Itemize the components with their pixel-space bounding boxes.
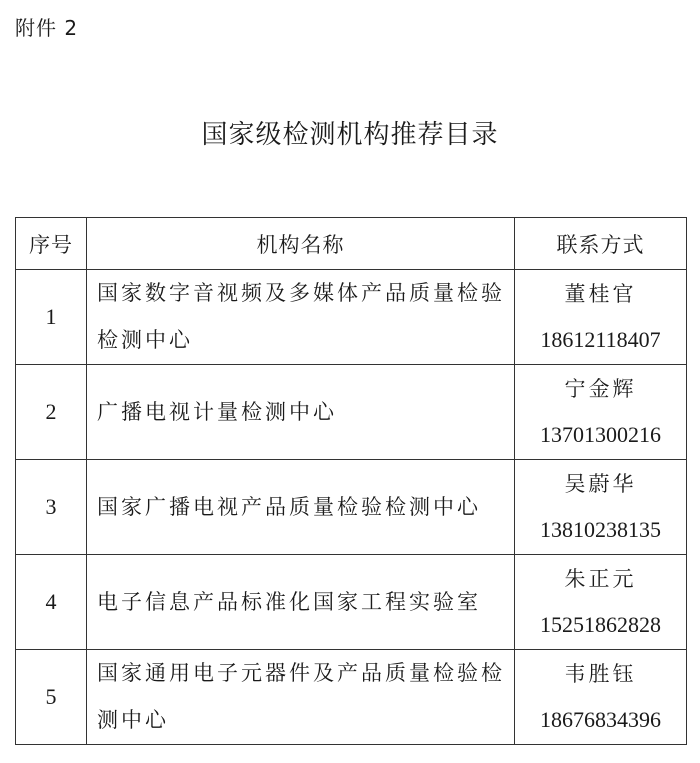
table-row [16, 460, 687, 555]
contact-person: 韦胜钰 [564, 662, 637, 686]
row-institution-name: 国家数字音视频及多媒体产品质量检验检测中心 [87, 270, 515, 365]
row-institution-name: 国家通用电子元器件及产品质量检验检测中心 [87, 650, 515, 745]
contact-phone: 13701300216 [540, 422, 661, 447]
row-seq: 4 [16, 555, 87, 650]
row-institution-name: 国家广播电视产品质量检验检测中心 [87, 460, 515, 555]
table-row [16, 650, 687, 745]
row-contact [515, 270, 687, 365]
column-header-contact: 联系方式 [515, 218, 687, 270]
row-contact [515, 460, 687, 555]
contact-person: 吴蔚华 [564, 472, 637, 496]
row-seq: 5 [16, 650, 87, 745]
contact-person: 宁金辉 [564, 377, 637, 401]
row-contact [515, 365, 687, 460]
row-contact [515, 650, 687, 745]
contact-phone: 18676834396 [540, 707, 661, 732]
row-contact [515, 555, 687, 650]
row-institution-name: 广播电视计量检测中心 [87, 365, 515, 460]
row-seq: 1 [16, 270, 87, 365]
column-header-seq: 序号 [16, 218, 87, 270]
document-title: 国家级检测机构推荐目录 [201, 120, 499, 150]
institution-table [15, 217, 687, 745]
table-row [16, 365, 687, 460]
table-row [16, 555, 687, 650]
contact-phone: 18612118407 [540, 327, 661, 352]
table-header-row [16, 218, 687, 270]
row-seq: 3 [16, 460, 87, 555]
table-row [16, 270, 687, 365]
contact-phone: 13810238135 [540, 517, 661, 542]
column-header-name: 机构名称 [87, 218, 515, 270]
contact-phone: 15251862828 [540, 612, 661, 637]
contact-person: 董桂官 [564, 282, 637, 306]
attachment-label: 附件 2 [15, 16, 79, 40]
contact-person: 朱正元 [564, 567, 637, 591]
row-seq: 2 [16, 365, 87, 460]
row-institution-name: 电子信息产品标准化国家工程实验室 [87, 555, 515, 650]
